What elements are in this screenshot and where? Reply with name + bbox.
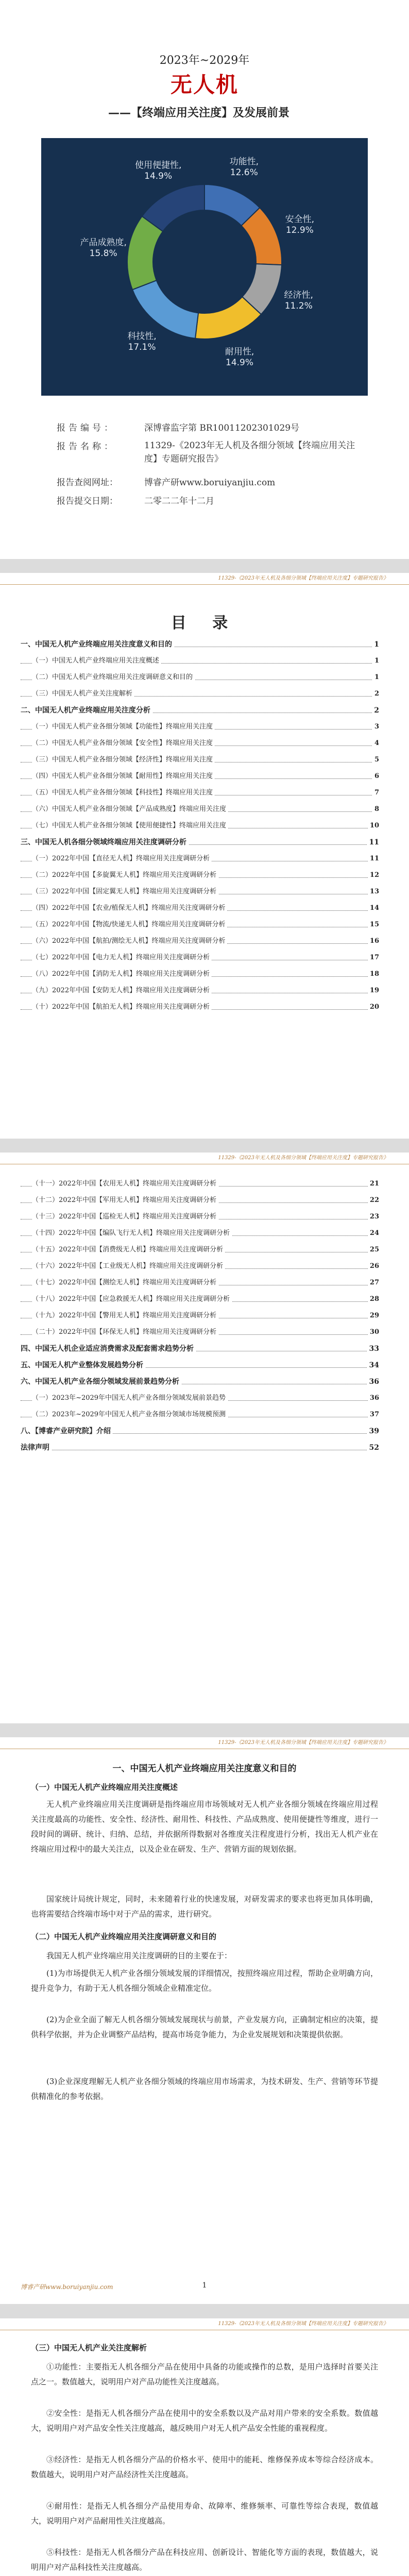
section-heading: （三）中国无人机产业关注度解析	[31, 2343, 147, 2352]
page-footer: 博睿产研www.boruiyanjiu.com	[21, 2283, 113, 2291]
toc-entry-title: （三）中国无人机产业各细分领域【经济性】终端应用关注度	[32, 756, 215, 764]
toc-entry-title: （六）2022年中国【航拍/测绘无人机】终端应用关注度调研分析	[32, 937, 227, 945]
paragraph: ③经济性：是指无人机各细分产品的价格水平、使用中的能耗、维修保养成本等综合经济成本。数值越大，说明用户对产品经济性关注度越高。	[31, 2455, 378, 2479]
meta-submit-date: 报告提交日期： 二零二二年十二月	[57, 496, 214, 506]
cover-subtitle: ——【终端应用关注度】及发展前景	[108, 106, 290, 120]
paragraph: ⑤科技性：是指无人机各细分产品在科技应用、创新设计、智能化等方面的表现，数值越大，说明用户对产品科技性关注度越高。	[31, 2548, 378, 2572]
toc-title: 目 录	[171, 614, 238, 632]
toc-entry[interactable]	[21, 820, 379, 832]
toc-entry[interactable]	[21, 1277, 379, 1289]
paragraph: ④耐用性：是指无人机各细分产品使用寿命、故障率、维修频率、可靠性等综合表现，数值越大，说明用户对产品耐用性关注度越高。	[31, 2501, 378, 2526]
toc-entry[interactable]	[21, 754, 379, 766]
toc-entry-title: （七）2022年中国【电力无人机】终端应用关注度调研分析	[32, 954, 212, 961]
donut-label-3: 耐用性, 14.9%	[225, 346, 254, 368]
toc-entry-title: （四）中国无人机产业各细分领域【耐用性】终端应用关注度	[32, 772, 215, 780]
toc-entry[interactable]	[21, 969, 379, 980]
toc-entry-title: （五）2022年中国【物流/快递无人机】终端应用关注度调研分析	[32, 921, 227, 928]
toc-entry[interactable]	[21, 1343, 379, 1354]
toc-entry-page: 19	[368, 985, 379, 996]
toc-entry-page: 2	[372, 705, 379, 716]
toc-entry-title: （五）中国无人机产业各细分领域【科技性】终端应用关注度	[32, 789, 215, 796]
toc-entry[interactable]	[21, 1393, 379, 1404]
toc-entry[interactable]	[21, 738, 379, 749]
toc-entry-title: （四）2022年中国【农业/植保无人机】终端应用关注度调研分析	[32, 904, 227, 912]
toc-entry[interactable]	[21, 804, 379, 815]
toc-entry-title: 六、中国无人机产业各细分领域发展前景趋势分析	[21, 1378, 181, 1386]
toc-entry-page: 16	[368, 936, 379, 947]
toc-entry-page: 11	[367, 837, 379, 848]
toc-entry[interactable]	[21, 870, 379, 881]
toc-entry-title: 四、中国无人机企业适应消费需求及配套需求趋势分析	[21, 1345, 196, 1353]
cover-title: 无人机	[170, 72, 238, 97]
paragraph: (3)企业深度理解无人机产业各细分领域的终端应用市场需求，为技术研发、生产、营销等环节提供精准化的参考依据。	[31, 2077, 378, 2101]
paragraph: (2)为企业全面了解无人机各细分领域发展现状与前景，产业发展方向，正确制定相应的决策，提供科学依据，并为企业调整产品结构，提高市场竞争能力，为企业发展规划和决策提供依据。	[31, 2015, 378, 2039]
toc-entry-title: （八）2022年中国【消防无人机】终端应用关注度调研分析	[32, 970, 212, 978]
toc-entry-title: 三、中国无人机各细分领域终端应用关注度调研分析	[21, 838, 189, 846]
toc-entry[interactable]	[21, 1002, 379, 1013]
toc-entry-page: 6	[372, 771, 379, 782]
toc-entry-page: 27	[368, 1277, 379, 1289]
toc-entry-title: （二）2023年~2029年中国无人机产业各细分领域市场规模预测	[32, 1411, 228, 1418]
toc-entry-page: 12	[368, 870, 379, 881]
toc-entry-page: 24	[368, 1228, 379, 1239]
toc-entry[interactable]	[21, 936, 379, 947]
section-heading: （一）中国无人机产业终端应用关注度概述	[31, 1783, 178, 1792]
toc-entry[interactable]	[21, 919, 379, 930]
toc-entry[interactable]	[21, 787, 379, 799]
toc-entry-page: 30	[368, 1327, 379, 1338]
cover-year: 2023年~2029年	[159, 54, 250, 67]
paragraph: 我国无人机产业终端应用关注度调研的目的主要在于：	[46, 1951, 232, 1960]
toc-entry-page: 14	[368, 903, 379, 914]
toc-entry-title: （十）2022年中国【航拍无人机】终端应用关注度调研分析	[32, 1003, 212, 1011]
donut-label-1: 安全性, 12.9%	[285, 214, 315, 236]
donut-label-4: 科技性, 17.1%	[127, 331, 157, 353]
toc-page-1	[0, 573, 409, 1139]
toc-entry-page: 29	[368, 1310, 379, 1321]
toc-entry[interactable]	[21, 1442, 379, 1453]
toc-entry-title: （六）中国无人机产业各细分领域【产品成熟度】终端应用关注度	[32, 805, 228, 813]
toc-entry[interactable]	[21, 771, 379, 782]
meta-report-name: 报告名称： 11329-《2023年无人机及各细分领域【终端应用关注度】专题研究报告》	[57, 440, 355, 464]
toc-entry[interactable]	[21, 1178, 379, 1190]
toc-entry-page: 26	[368, 1261, 379, 1272]
paragraph: (1)为市场提供无人机产业各细分领域发展的详细情况，按照终端应用过程，帮助企业明确方向，提升竞争力，有助于无人机各细分领域企业精准定位。	[31, 1969, 378, 1993]
paragraph: ②安全性：是指无人机各细分产品在使用中的安全系数以及产品对用户带来的安全系数。数值越大，说明用户对产品安全性关注度越高，越反映用户对无人机产品安全性能的重视程度。	[31, 2409, 378, 2433]
toc-entry-page: 22	[368, 1195, 379, 1206]
body-page-1	[0, 1737, 409, 2304]
toc-entry-title: 法律声明	[21, 1444, 52, 1452]
page-header: 11329-《2023年无人机及各细分领域【终端应用关注度】专题研究报告》	[0, 2318, 409, 2330]
toc-entry[interactable]	[21, 1244, 379, 1256]
toc-entry-page: 3	[372, 721, 379, 733]
toc-entry[interactable]	[21, 1426, 379, 1437]
toc-entry-page: 1	[372, 672, 379, 683]
toc-entry-page: 25	[368, 1244, 379, 1256]
toc-entry-page: 1	[372, 639, 379, 650]
toc-entry[interactable]	[21, 952, 379, 963]
toc-entry-page: 18	[368, 969, 379, 980]
donut-label-2: 经济性, 11.2%	[284, 290, 313, 312]
donut-svg	[41, 138, 368, 396]
toc-entry[interactable]	[21, 655, 379, 667]
toc-entry-page: 8	[372, 804, 379, 815]
toc-entry-page: 34	[367, 1360, 379, 1371]
body-page-2	[0, 2318, 409, 2576]
toc-entry[interactable]	[21, 1294, 379, 1305]
toc-entry-page: 33	[367, 1343, 379, 1354]
toc-entry-title: 五、中国无人机产业整体发展趋势分析	[21, 1361, 145, 1369]
toc-entry-title: （一）2022年中国【直径无人机】终端应用关注度调研分析	[32, 855, 212, 862]
toc-entry[interactable]	[21, 837, 379, 848]
report-url-link[interactable]: 博睿产研www.boruiyanjiu.com	[144, 478, 276, 488]
toc-entry-page: 20	[368, 1002, 379, 1013]
toc-entry-page: 28	[368, 1294, 379, 1305]
page-header: 11329-《2023年无人机及各细分领域【终端应用关注度】专题研究报告》	[0, 1737, 409, 1749]
donut-label-5: 产品成熟度, 15.8%	[80, 238, 127, 259]
toc-entry[interactable]	[21, 886, 379, 897]
toc-entry-title: （十五）2022年中国【消费级无人机】终端应用关注度调研分析	[32, 1246, 225, 1253]
toc-entry-title: （十四）2022年中国【编队飞行无人机】终端应用关注度调研分析	[32, 1229, 232, 1237]
toc-entry-title: （十一）2022年中国【农用无人机】终端应用关注度调研分析	[32, 1180, 218, 1188]
donut-slice-4	[132, 280, 198, 338]
toc-entry-title: 一、中国无人机产业终端应用关注度意义和目的	[21, 640, 174, 649]
toc-entry-title: 二、中国无人机产业终端应用关注度分析	[21, 706, 152, 715]
toc-entry[interactable]	[21, 1211, 379, 1223]
page-header: 11329-《2023年无人机及各细分领域【终端应用关注度】专题研究报告》	[0, 573, 409, 585]
toc-entry-page: 7	[372, 787, 379, 799]
toc-entry[interactable]	[21, 853, 379, 865]
toc-entry-page: 23	[368, 1211, 379, 1223]
toc-entry-title: （十九）2022年中国【警用无人机】终端应用关注度调研分析	[32, 1312, 218, 1319]
meta-report-url: 报告查阅网址： 博睿产研www.boruiyanjiu.com	[57, 475, 361, 488]
toc-entry-title: （七）中国无人机产业各细分领域【使用便捷性】终端应用关注度	[32, 822, 228, 829]
toc-entry-title: （十二）2022年中国【军用无人机】终端应用关注度调研分析	[32, 1196, 218, 1204]
paragraph: ①功能性：主要指无人机各细分产品在使用中具备的功能或操作的总数，是用户选择时首要关注点之一。数值越大，说明用户对产品功能性关注度越高。	[31, 2362, 378, 2386]
page-number: 1	[202, 2281, 207, 2290]
toc-entry[interactable]	[21, 1228, 379, 1239]
toc-entry-page: 52	[367, 1442, 379, 1453]
toc-entry[interactable]	[21, 721, 379, 733]
toc-entry-page: 2	[372, 688, 379, 700]
toc-entry-title: （二）中国无人机产业各细分领域【安全性】终端应用关注度	[32, 739, 215, 747]
toc-entry[interactable]	[21, 639, 379, 650]
toc-entry[interactable]	[21, 1327, 379, 1338]
toc-entry-page: 21	[368, 1178, 379, 1190]
toc-entry-title: （十三）2022年中国【巡检无人机】终端应用关注度调研分析	[32, 1213, 218, 1221]
toc-entry-title: （二）中国无人机产业终端应用关注度调研意义和目的	[32, 673, 195, 681]
toc-entry-title: （三）2022年中国【固定翼无人机】终端应用关注度调研分析	[32, 888, 218, 895]
toc-entry-page: 15	[368, 919, 379, 930]
toc-entry-title: （十六）2022年中国【工业级无人机】终端应用关注度调研分析	[32, 1262, 225, 1270]
toc-entry[interactable]	[21, 705, 379, 716]
section-heading: （二）中国无人机产业终端应用关注度调研意义和目的	[31, 1932, 217, 1941]
toc-entry[interactable]	[21, 1376, 379, 1387]
toc-entry[interactable]	[21, 688, 379, 700]
toc-entry-title: （一）中国无人机产业各细分领域【功能性】终端应用关注度	[32, 723, 215, 731]
toc-entry-page: 1	[372, 655, 379, 667]
toc-entry-title: （一）中国无人机产业终端应用关注度概述	[32, 657, 161, 665]
toc-entry[interactable]	[21, 1310, 379, 1321]
toc-entry-title: （二十）2022年中国【环保无人机】终端应用关注度调研分析	[32, 1328, 218, 1336]
toc-entry-title: （一）2023年~2029年中国无人机产业各细分领域发展前景趋势	[32, 1394, 228, 1402]
donut-label-6: 使用便捷性, 14.9%	[134, 160, 182, 181]
meta-report-id: 报告编号： 深博睿监字第 BR10011202301029号	[57, 423, 300, 433]
toc-entry-title: （九）2022年中国【安防无人机】终端应用关注度调研分析	[32, 987, 212, 994]
toc-entry[interactable]	[21, 672, 379, 683]
toc-entry-page: 17	[368, 952, 379, 963]
toc-entry-title: 八、【博睿产业研究院】介绍	[21, 1427, 113, 1435]
donut-chart	[41, 138, 368, 396]
toc-entry[interactable]	[21, 1195, 379, 1206]
toc-entry-page: 10	[368, 820, 379, 832]
toc-entry-page: 36	[367, 1376, 379, 1387]
paragraph: 国家统计局统计规定，同时，未来随着行业的快速发展，对研发需求的要求也将更加具体明确，也将需要结合终端市场中对于产品的需求，进行研究。	[31, 1894, 378, 1919]
toc-entry-page: 37	[368, 1409, 379, 1420]
toc-entry-title: （十八）2022年中国【应急救援无人机】终端应用关注度调研分析	[32, 1295, 232, 1303]
toc-entry-page: 36	[368, 1393, 379, 1404]
toc-entry-page: 5	[372, 754, 379, 766]
toc-entry[interactable]	[21, 1409, 379, 1420]
cover-page	[0, 0, 409, 559]
toc-entry-page: 11	[368, 853, 379, 865]
toc-page-2	[0, 1153, 409, 1723]
toc-entry-page: 4	[372, 738, 379, 749]
chapter-heading: 一、中国无人机产业终端应用关注度意义和目的	[112, 1764, 297, 1774]
toc-entry-title: （二）2022年中国【多旋翼无人机】终端应用关注度调研分析	[32, 871, 218, 879]
paragraph: 无人机产业终端应用关注度调研是指终端应用市场领域对无人机产业各细分领域在终端应用过程关注度最高的功能性、安全性、经济性、耐用性、科技性、产品成熟度、使用便捷性等维度，进行一段时间的调研、统计、归纳、总结，并依据所得数据对各维度关注程度进行分析，找出无人机产业在终端应用过程中的最大关注点，以及企业在研发、生产、营销方面的规划依据。	[31, 1800, 378, 1854]
toc-entry-page: 13	[368, 886, 379, 897]
donut-label-0: 功能性, 12.6%	[229, 157, 259, 178]
toc-entry[interactable]	[21, 903, 379, 914]
toc-entry[interactable]	[21, 1261, 379, 1272]
toc-entry-title: （十七）2022年中国【测绘无人机】终端应用关注度调研分析	[32, 1279, 218, 1286]
toc-entry[interactable]	[21, 1360, 379, 1371]
toc-entry-page: 39	[367, 1426, 379, 1437]
toc-entry[interactable]	[21, 985, 379, 996]
page-header: 11329-《2023年无人机及各细分领域【终端应用关注度】专题研究报告》	[0, 1153, 409, 1164]
toc-entry-title: （三）中国无人机产业关注度解析	[32, 690, 134, 698]
